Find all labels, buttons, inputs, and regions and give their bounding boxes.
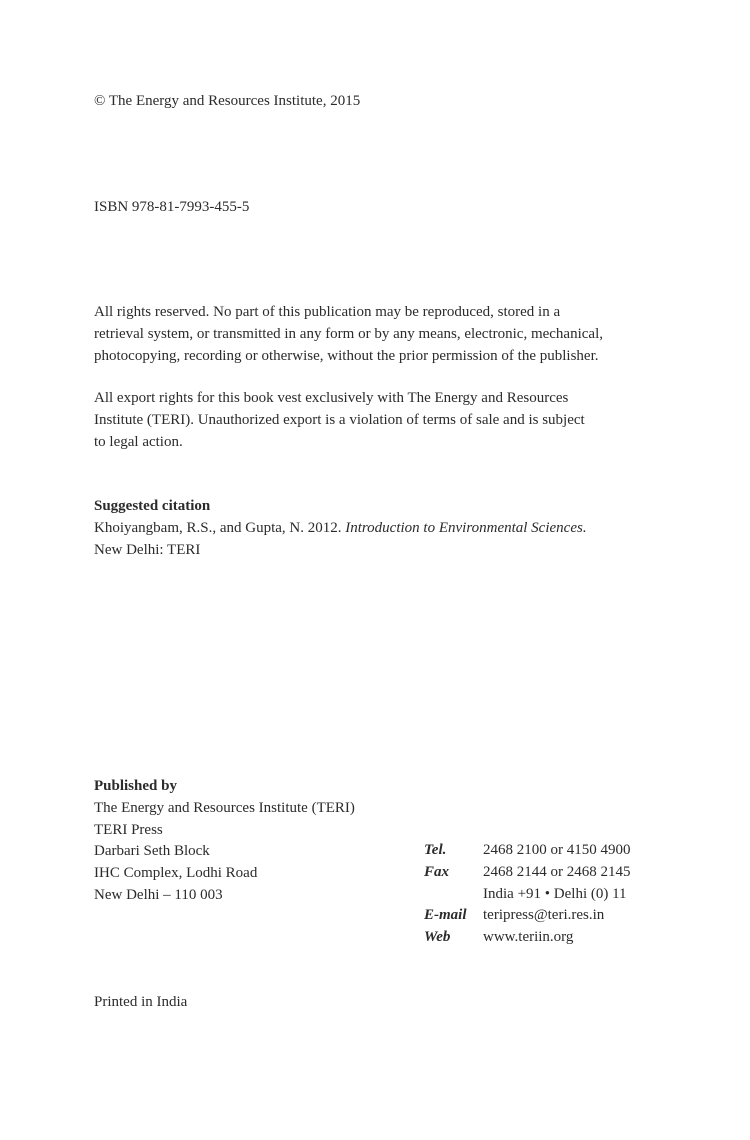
dialing-code: India +91 • Delhi (0) 11 (483, 885, 627, 902)
contact-row-tel (424, 840, 631, 862)
printed-in: Printed in India (94, 994, 188, 1010)
contact-row-fax (424, 862, 631, 884)
copyright-notice: © The Energy and Resources Institute, 2015 (94, 93, 361, 109)
email-value: teripress@teri.res.in (483, 907, 605, 924)
contact-row-dialing (424, 884, 631, 906)
publisher-line: The Energy and Resources Institute (TERI) (94, 799, 355, 816)
publisher-line: IHC Complex, Lodhi Road (94, 865, 258, 882)
rights-paragraph (94, 302, 654, 367)
publisher-address (94, 776, 355, 907)
export-rights-line: Institute (TERI). Unauthorized export is a violation of terms of sale and is subject (94, 411, 585, 428)
web-label: Web (424, 929, 451, 946)
citation-heading: Suggested citation (94, 498, 211, 514)
export-rights-paragraph (94, 388, 654, 453)
publisher-heading: Published by (94, 778, 177, 794)
isbn: ISBN 978-81-7993-455-5 (94, 199, 250, 215)
contact-row-web (424, 927, 631, 949)
tel-label: Tel. (424, 842, 447, 858)
rights-line: All rights reserved. No part of this publication may be reproduced, stored in a (94, 304, 561, 320)
web-value: www.teriin.org (483, 929, 574, 946)
fax-label: Fax (424, 863, 450, 880)
publisher-line: Darbari Seth Block (94, 843, 210, 860)
export-rights-line: All export rights for this book vest exclusively with The Energy and Resources (94, 390, 569, 406)
export-rights-line: to legal action. (94, 433, 183, 450)
email-label: E-mail (424, 907, 467, 924)
contact-details (424, 840, 631, 949)
citation-authors: Khoiyangbam, R.S., and Gupta, N. 2012. (94, 519, 346, 536)
fax-value: 2468 2144 or 2468 2145 (483, 863, 631, 880)
rights-line: photocopying, recording or otherwise, without the prior permission of the publisher. (94, 347, 599, 364)
publisher-line: TERI Press (94, 821, 163, 838)
citation-place: New Delhi: TERI (94, 541, 201, 558)
contact-row-email (424, 905, 631, 927)
suggested-citation (94, 496, 654, 561)
citation-reference (94, 518, 654, 540)
citation-book-title: Introduction to Environmental Sciences. (345, 519, 587, 536)
dialing-label-empty (424, 884, 483, 906)
rights-line: retrieval system, or transmitted in any form or by any means, electronic, mechanical, (94, 325, 603, 342)
publisher-line: New Delhi – 110 003 (94, 886, 223, 903)
tel-value: 2468 2100 or 4150 4900 (483, 842, 631, 858)
